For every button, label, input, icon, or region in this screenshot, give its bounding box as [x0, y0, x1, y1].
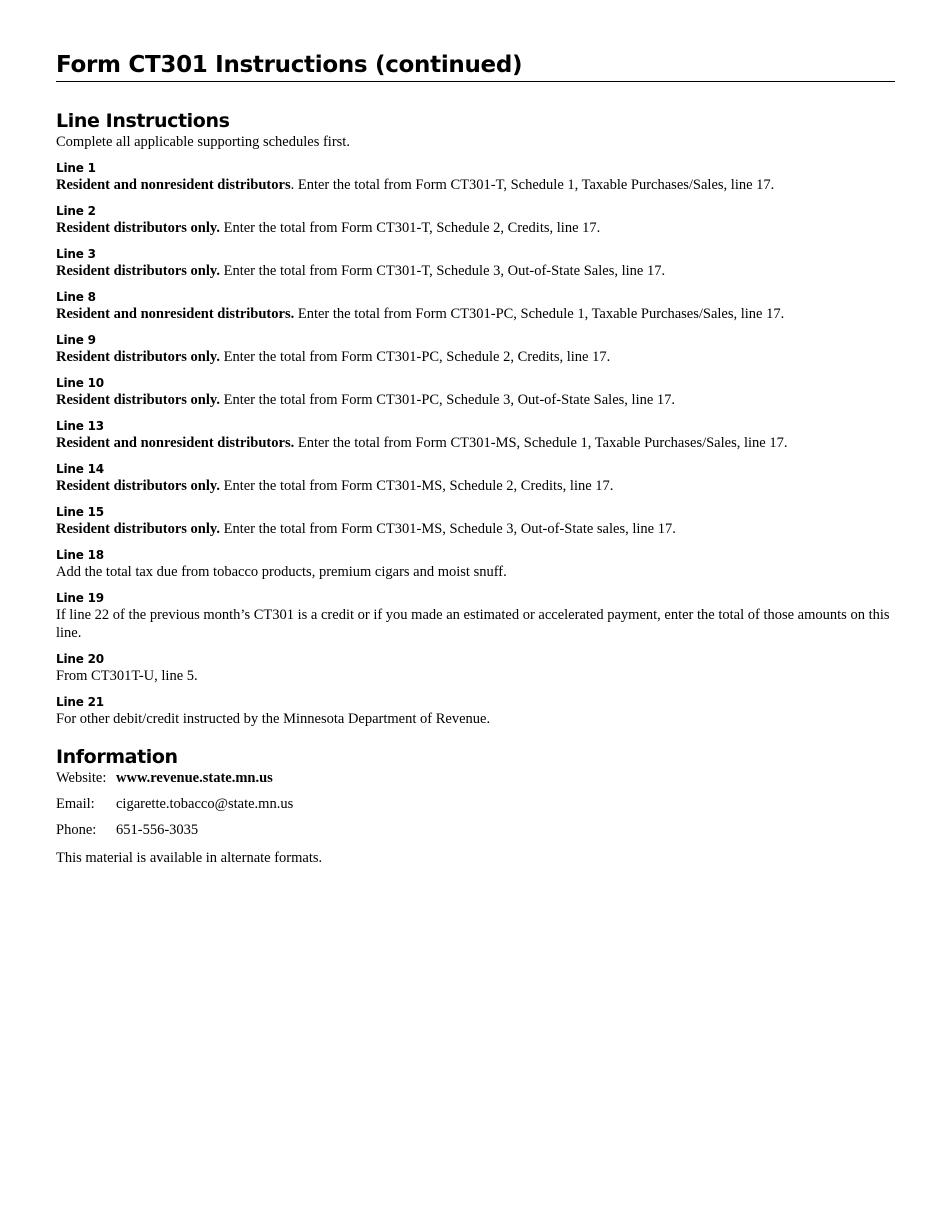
line-body: Enter the total from Form CT301-MS, Schedule 2, Credits, line 17.	[219, 478, 614, 494]
line-label: Line 14	[56, 462, 104, 476]
line-item	[56, 547, 895, 581]
line-text	[56, 262, 895, 280]
line-body: Enter the total from Form CT301-T, Schedule 3, Out-of-State Sales, line 17.	[219, 263, 666, 279]
line-label: Line 13	[56, 419, 104, 433]
line-item	[56, 246, 895, 280]
line-label: Line 15	[56, 505, 104, 519]
line-item	[56, 461, 895, 495]
line-lead: Resident distributors only.	[56, 263, 220, 279]
line-label: Line 19	[56, 591, 104, 605]
line-label: Line 21	[56, 695, 104, 709]
line-label: Line 10	[56, 376, 104, 390]
line-item	[56, 289, 895, 323]
line-lead: Resident and nonresident distributors	[56, 177, 291, 193]
information-heading: Information	[56, 746, 178, 768]
line-item	[56, 590, 895, 642]
line-item	[56, 694, 895, 728]
website-link[interactable]: www.revenue.state.mn.us	[116, 770, 273, 786]
line-text	[56, 305, 895, 323]
line-lead: Resident and nonresident distributors.	[56, 435, 295, 451]
line-text	[56, 348, 895, 366]
line-text	[56, 176, 895, 194]
line-body: Enter the total from Form CT301-MS, Schedule 3, Out-of-State sales, line 17.	[219, 521, 676, 537]
line-text	[56, 520, 895, 538]
website-label: Website:	[56, 770, 107, 786]
email-row	[56, 795, 895, 813]
website-row	[56, 769, 895, 787]
line-body: Enter the total from Form CT301-PC, Schedule 2, Credits, line 17.	[219, 349, 611, 365]
line-text	[56, 391, 895, 409]
line-lead: Resident distributors only.	[56, 478, 220, 494]
line-item	[56, 203, 895, 237]
line-instructions-section	[56, 110, 895, 728]
line-label: Line 2	[56, 204, 96, 218]
line-label: Line 1	[56, 161, 96, 175]
line-instructions-intro: Complete all applicable supporting schedules first.	[56, 134, 350, 150]
line-lead: Resident distributors only.	[56, 521, 220, 537]
line-item	[56, 160, 895, 194]
line-body: Enter the total from Form CT301-PC, Schedule 1, Taxable Purchases/Sales, line 17.	[294, 306, 785, 322]
phone-row	[56, 821, 895, 839]
document-page	[56, 50, 895, 867]
line-item	[56, 418, 895, 452]
email-label: Email:	[56, 796, 95, 812]
line-text	[56, 477, 895, 495]
line-body: Enter the total from Form CT301-MS, Schedule 1, Taxable Purchases/Sales, line 17.	[294, 435, 788, 451]
line-text: If line 22 of the previous month’s CT301 is a credit or if you made an estimated or accelerated payment, enter the total of those amounts on this line.	[56, 607, 890, 641]
line-lead: Resident distributors only.	[56, 392, 220, 408]
line-lead: Resident and nonresident distributors.	[56, 306, 295, 322]
line-label: Line 18	[56, 548, 104, 562]
line-body: Enter the total from Form CT301-PC, Schedule 3, Out-of-State Sales, line 17.	[219, 392, 676, 408]
line-lead: Resident distributors only.	[56, 220, 220, 236]
line-item	[56, 504, 895, 538]
line-label: Line 8	[56, 290, 96, 304]
line-body: . Enter the total from Form CT301-T, Schedule 1, Taxable Purchases/Sales, line 17.	[290, 177, 775, 193]
line-item	[56, 375, 895, 409]
line-text	[56, 219, 895, 237]
email-link[interactable]: cigarette.tobacco@state.mn.us	[116, 796, 294, 812]
line-label: Line 3	[56, 247, 96, 261]
line-instructions-heading: Line Instructions	[56, 110, 230, 132]
information-section	[56, 746, 895, 867]
phone-label: Phone:	[56, 822, 97, 838]
line-lead: Resident distributors only.	[56, 349, 220, 365]
line-label: Line 20	[56, 652, 104, 666]
line-text: From CT301T-U, line 5.	[56, 668, 198, 684]
page-title: Form CT301 Instructions (continued)	[56, 50, 895, 82]
line-text	[56, 434, 895, 452]
line-text: For other debit/credit instructed by the Minnesota Department of Revenue.	[56, 711, 491, 727]
phone-number: 651-556-3035	[116, 822, 199, 838]
line-body: Enter the total from Form CT301-T, Schedule 2, Credits, line 17.	[219, 220, 601, 236]
line-label: Line 9	[56, 333, 96, 347]
alternate-formats-note: This material is available in alternate formats.	[56, 850, 323, 866]
line-item	[56, 332, 895, 366]
line-text: Add the total tax due from tobacco products, premium cigars and moist snuff.	[56, 564, 507, 580]
line-item	[56, 651, 895, 685]
